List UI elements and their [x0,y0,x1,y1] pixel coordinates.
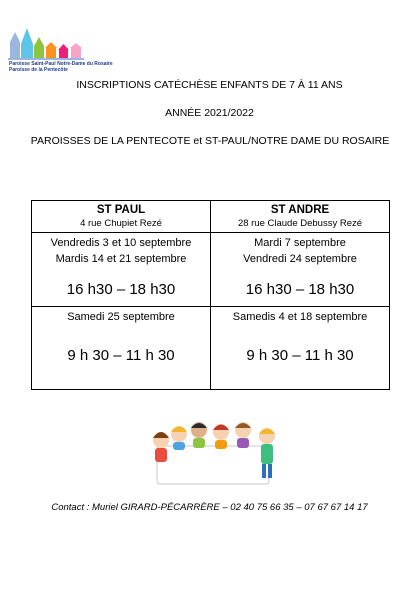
table-row [32,233,390,307]
table-row [32,307,390,390]
time-range: 16 h30 – 18 h30 [245,281,355,298]
date-line: Mardi 7 septembre [254,237,346,249]
registration-schedule-table [31,200,390,390]
school-year: ANNÉE 2021/2022 [165,107,254,119]
date-line: Vendredis 3 et 10 septembre [50,237,192,249]
parishes-heading: PAROISSES DE LA PENTECOTE et ST-PAUL/NOTRE DAME DU ROSAIRE [30,135,390,147]
church-icon [6,22,116,62]
logo-text-line2: Paroisse de la Pentecôte [9,67,68,73]
schedule-cell [211,307,390,390]
date-line: Vendredi 24 septembre [243,252,357,265]
column-header-st-andre [211,201,390,233]
schedule-cell [32,307,211,390]
schedule-cell [32,233,211,307]
logo-text-line1: Paroisse Saint-Paul Notre-Dame du Rosaire [9,61,113,67]
church-address: 28 rue Claude Debussy Rezé [237,218,363,229]
column-header-st-paul [32,201,211,233]
date-line: Samedis 4 et 18 septembre [232,311,368,323]
church-address: 4 rue Chupiet Rezé [80,218,162,229]
document-title: INSCRIPTIONS CATÉCHÈSE ENFANTS DE 7 À 11 ANS [76,79,343,91]
church-name: ST ANDRE [270,204,330,216]
church-name: ST PAUL [96,204,146,216]
time-range: 9 h 30 – 11 h 30 [67,346,175,364]
parish-logo [6,22,116,80]
table-header-row [32,201,390,233]
schedule-cell [211,233,390,307]
time-range: 9 h 30 – 11 h 30 [246,346,354,364]
date-line: Mardis 14 et 21 septembre [55,252,187,265]
contact-line: Contact : Muriel GIRARD-PÉCARRÈRE – 02 40 75 66 35 – 07 67 67 14 17 [51,502,368,513]
time-range: 16 h30 – 18 h30 [66,281,176,298]
date-line: Samedi 25 septembre [67,311,175,323]
children-with-banner-icon [147,418,287,490]
